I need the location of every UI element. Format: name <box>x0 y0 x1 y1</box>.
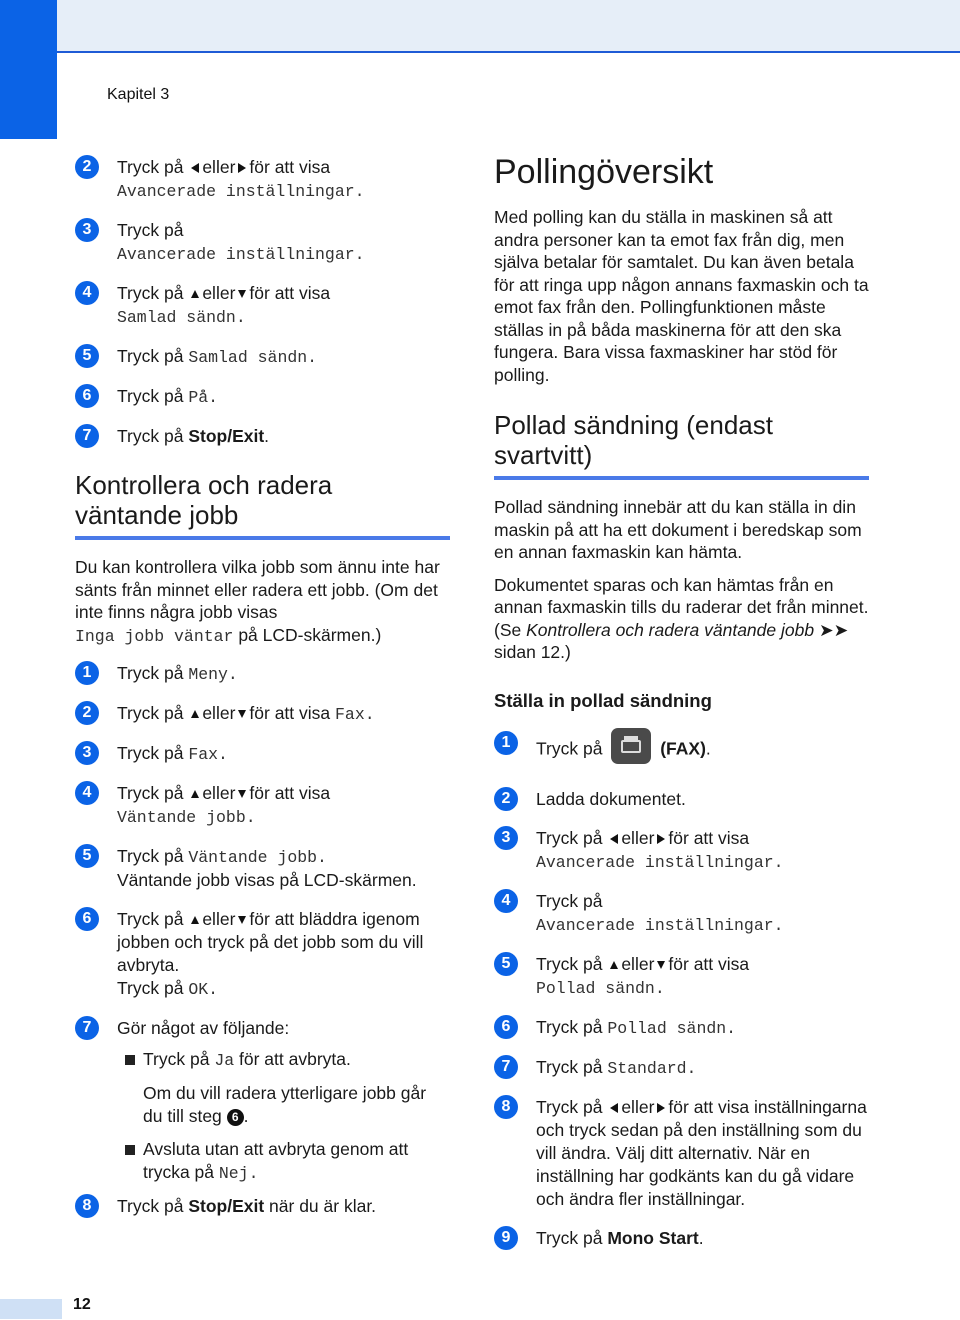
step-2 <box>75 702 450 726</box>
step-number: 7 <box>494 1055 518 1079</box>
page-title: Pollingöversikt <box>494 153 714 191</box>
step-number: 3 <box>75 741 99 765</box>
section-title: Kontrollera och radera <box>75 470 333 500</box>
step-6 <box>75 908 450 1001</box>
key-name: (FAX) <box>660 738 706 759</box>
step-text: Tryck på <box>117 220 184 240</box>
double-arrow-icon: ➤➤ <box>818 619 849 640</box>
step-1 <box>494 732 869 768</box>
right-arrow-icon <box>657 834 665 844</box>
intro-paragraph <box>75 556 450 648</box>
left-column <box>75 156 450 1234</box>
down-arrow-icon <box>238 290 246 298</box>
step-5 <box>494 953 869 1000</box>
step-text: Tryck på <box>117 783 184 803</box>
step-text: eller <box>202 283 236 303</box>
lcd-text: Standard. <box>607 1058 697 1078</box>
lcd-text: Avancerade inställningar. <box>117 182 365 201</box>
down-arrow-icon <box>238 710 246 718</box>
left-arrow-icon <box>610 1103 618 1113</box>
step-number: 6 <box>75 384 99 408</box>
step-text: Gör något av följande: <box>117 1018 290 1038</box>
step-number: 6 <box>75 907 99 931</box>
step-text: eller <box>621 953 655 974</box>
step-number: 8 <box>75 1194 99 1218</box>
step-text: Tryck på <box>536 827 603 848</box>
step-4-top <box>75 282 450 329</box>
step-4 <box>75 782 450 829</box>
step-8 <box>75 1195 450 1218</box>
step-number: 3 <box>75 218 99 242</box>
bullet-text: Avsluta utan att avbryta genom att trycka på <box>143 1139 409 1182</box>
chapter-label: Kapitel 3 <box>107 86 170 103</box>
intro-paragraph: Med polling kan du ställa in maskinen så att andra personer kan ta emot fax från dig, men själva betalar för samtalet. Du kan även betala för att ringa upp någon annans faxmaskin och ta emot fax från den. Pollingfunktionen måste ställas in på båda maskinerna för att den ska fungera. Bara vissa faxmaskiner har stöd för polling. <box>494 207 869 385</box>
body-paragraph: Pollad sändning innebär att du kan ställa in din maskin på att ha ett dokument i beredskap som en annan faxmaskin kan hämta. <box>494 497 862 562</box>
lcd-text: OK. <box>188 980 219 999</box>
step-6-top <box>75 385 450 409</box>
step-text: Tryck på <box>117 978 184 998</box>
step-5 <box>75 845 450 892</box>
step-text: Tryck på <box>117 386 184 406</box>
step-number: 8 <box>494 1095 518 1119</box>
step-text: Tryck på <box>117 846 184 866</box>
step-text: Tryck på <box>117 909 184 929</box>
step-number: 5 <box>494 952 518 976</box>
lcd-text: Fax. <box>335 705 375 724</box>
step-3 <box>494 827 869 874</box>
step-text: Tryck på <box>117 1196 184 1216</box>
step-3-top <box>75 219 450 266</box>
section-underline <box>75 536 450 540</box>
section-title: väntande jobb <box>75 500 239 530</box>
left-arrow-icon <box>191 163 199 173</box>
step-text: Tryck på <box>117 663 184 683</box>
step-text: Tryck på <box>117 743 184 763</box>
lcd-text: Nej. <box>218 1164 259 1183</box>
body-text: sidan 12.) <box>494 642 571 662</box>
section-title: svartvitt) <box>494 440 593 470</box>
step-number: 4 <box>494 889 518 913</box>
up-arrow-icon <box>610 961 618 969</box>
lcd-text: Pollad sändn. <box>536 978 665 998</box>
step-text: eller <box>202 703 236 723</box>
section-heading-waiting-jobs <box>75 470 450 540</box>
step-number: 1 <box>494 731 518 755</box>
step-number: 7 <box>75 424 99 448</box>
fax-button-icon <box>611 728 651 764</box>
step-number: 2 <box>75 155 99 179</box>
bullet-continuation <box>117 1082 450 1128</box>
body-paragraph <box>494 574 869 664</box>
step-text: . <box>264 426 270 446</box>
step-reference-icon: 6 <box>227 1109 244 1126</box>
step-text: Tryck på <box>117 346 184 366</box>
step-text: . <box>705 738 711 759</box>
intro-text: Du kan kontrollera vilka jobb som ännu inte har sänts från minnet eller radera ett jobb. (Om det inte finns några jobb visas <box>75 557 440 622</box>
step-number: 7 <box>75 1016 99 1040</box>
step-text: . <box>698 1227 704 1248</box>
bullet-text: . <box>243 1106 249 1126</box>
step-number: 5 <box>75 844 99 868</box>
step-text: Tryck på <box>536 1016 603 1037</box>
bullet-square-icon <box>125 1145 135 1155</box>
step-text: för att visa <box>668 827 750 848</box>
step-4 <box>494 890 869 937</box>
step-text: Tryck på <box>536 1227 603 1248</box>
lcd-text: Ja <box>214 1051 235 1070</box>
step-text: Tryck på <box>117 703 184 723</box>
bullet-text: Om du vill radera ytterligare jobb går du till steg <box>143 1083 427 1126</box>
step-text: eller <box>202 157 236 177</box>
step-7-top <box>75 425 450 448</box>
key-name: Stop/Exit <box>188 426 265 446</box>
up-arrow-icon <box>191 710 199 718</box>
step-text: för att visa <box>668 953 750 974</box>
step-number: 3 <box>494 826 518 850</box>
step-text: eller <box>621 1096 655 1117</box>
step-text: Tryck på <box>536 953 603 974</box>
lcd-text: Avancerade inställningar. <box>536 915 784 935</box>
step-number: 2 <box>494 787 518 811</box>
up-arrow-icon <box>191 290 199 298</box>
step-text: Tryck på <box>536 738 603 759</box>
step-text: Ladda dokumentet. <box>536 788 686 809</box>
options-list <box>75 1048 450 1185</box>
step-text: Tryck på <box>117 426 184 446</box>
subheading: Ställa in pollad sändning <box>494 689 712 711</box>
step-number: 4 <box>75 281 99 305</box>
left-arrow-icon <box>610 834 618 844</box>
step-number: 6 <box>494 1015 518 1039</box>
lcd-text: Samlad sändn. <box>188 348 318 367</box>
step-text: Tryck på <box>536 890 603 911</box>
page-number-tab <box>0 1299 62 1319</box>
step-text: för att visa <box>249 783 331 803</box>
step-number: 5 <box>75 344 99 368</box>
step-1 <box>75 662 450 686</box>
lcd-text: Inga jobb väntar <box>75 626 234 646</box>
step-text: Tryck på <box>117 157 184 177</box>
step-2-top <box>75 156 450 203</box>
step-number: 1 <box>75 661 99 685</box>
bullet-text: Tryck på <box>143 1049 210 1069</box>
right-arrow-icon <box>657 1103 665 1113</box>
body-text: Dokumentet sparas och kan hämtas från en annan faxmaskin tills du raderar det från minnet. (Se <box>494 574 869 640</box>
lcd-text: Avancerade inställningar. <box>117 245 365 264</box>
right-arrow-icon <box>238 163 246 173</box>
down-arrow-icon <box>657 961 665 969</box>
step-text: när du är klar. <box>269 1196 377 1216</box>
step-text: Tryck på <box>117 283 184 303</box>
step-text: för att visa inställningarna och tryck sedan på den inställning som du vill ändra. Välj ditt alternativ. När en inställning har godkänts kan du gå vidare och ändra fler inställningar. <box>536 1096 867 1209</box>
list-item <box>117 1138 450 1185</box>
step-text: eller <box>202 909 236 929</box>
step-number: 2 <box>75 701 99 725</box>
step-6 <box>494 1016 869 1040</box>
step-number: 9 <box>494 1226 518 1250</box>
step-text: Tryck på <box>536 1096 603 1117</box>
header-band <box>0 0 960 52</box>
step-7 <box>75 1017 450 1040</box>
page-number: 12 <box>73 1296 91 1313</box>
lcd-text: Avancerade inställningar. <box>536 852 784 872</box>
intro-text: på LCD-skärmen.) <box>238 624 382 645</box>
step-text: för att visa <box>249 283 331 303</box>
lcd-text: Väntande jobb. <box>188 848 327 867</box>
list-item <box>117 1048 450 1072</box>
step-text: eller <box>621 827 655 848</box>
down-arrow-icon <box>238 916 246 924</box>
bullet-square-icon <box>125 1055 135 1065</box>
step-9 <box>494 1227 869 1250</box>
lcd-text: Pollad sändn. <box>607 1018 737 1038</box>
right-column <box>494 152 869 1266</box>
bullet-text: för att avbryta. <box>239 1049 351 1069</box>
step-2 <box>494 788 869 811</box>
step-text: Väntande jobb visas på LCD-skärmen. <box>117 870 417 890</box>
step-5-top <box>75 345 450 369</box>
step-text: eller <box>202 783 236 803</box>
lcd-text: Samlad sändn. <box>117 308 246 327</box>
lcd-text: Väntande jobb. <box>117 808 256 827</box>
section-title: Pollad sändning (endast <box>494 410 773 440</box>
step-text: Tryck på <box>536 1056 603 1077</box>
section-underline <box>494 476 869 480</box>
chapter-tab <box>0 0 57 139</box>
down-arrow-icon <box>238 790 246 798</box>
step-text: för att visa <box>249 157 331 177</box>
step-number: 4 <box>75 781 99 805</box>
section-heading-polled-send <box>494 410 869 480</box>
key-name: Stop/Exit <box>188 1196 265 1216</box>
up-arrow-icon <box>191 790 199 798</box>
lcd-text: Fax. <box>188 745 228 764</box>
key-name: Mono Start <box>607 1227 699 1248</box>
cross-reference: Kontrollera och radera väntande jobb <box>526 619 815 640</box>
step-8 <box>494 1096 869 1211</box>
up-arrow-icon <box>191 916 199 924</box>
step-text: för att bläddra igenom jobben och tryck på det jobb som du vill avbryta. <box>117 909 424 975</box>
step-7 <box>494 1056 869 1080</box>
step-text: för att visa <box>249 703 331 723</box>
lcd-text: Meny. <box>188 665 238 684</box>
step-3 <box>75 742 450 766</box>
header-rule <box>57 51 960 53</box>
lcd-text: På. <box>188 388 219 407</box>
